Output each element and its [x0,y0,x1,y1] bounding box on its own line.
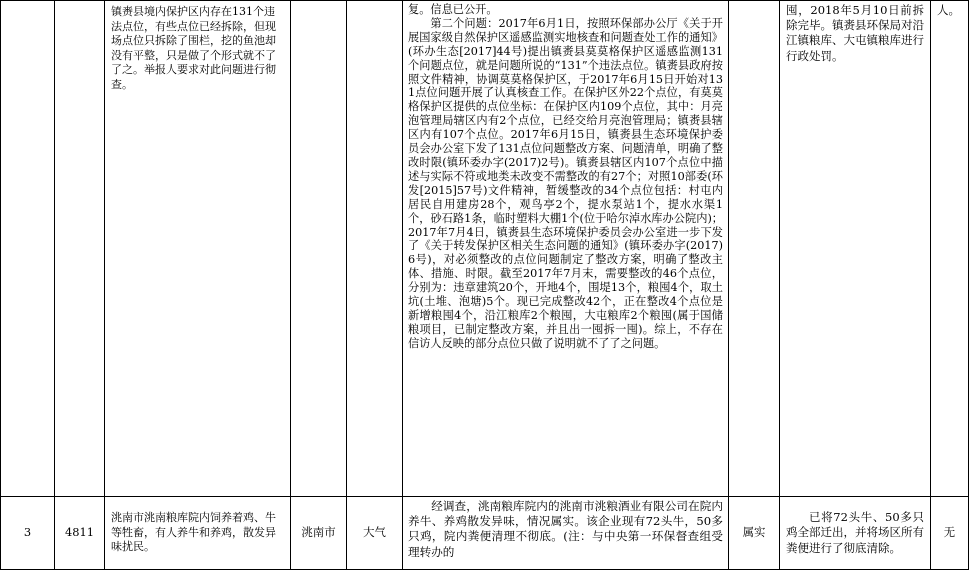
findings-text: 经调查，洮南粮库院内的洮南市洮粮酒业有限公司在院内养牛、养鸡散发异味，情况属实。该企业现有72头牛，50多只鸡，院内粪便清理不彻底。(注：与中央第一环保督查组受理转办的 [408,499,723,559]
no-cell [1,1,55,497]
verdict-cell: 属实 [729,497,780,570]
result-text: 已将72头牛、50多只鸡全部迁出，并将场区所有粪便进行了彻底清除。 [786,510,924,555]
complaint-text: 镇赉县境内保护区内存在131个违法点位，有些点位已经拆除，但现场点位只拆除了围栏，挖的鱼池却没有平整，只是做了个形式就不了了之。举报人要求对此问题进行彻查。 [111,5,276,91]
table-row [1,497,969,570]
verdict-cell [729,1,780,497]
complaint-cell [105,497,291,570]
pollution-type-cell [347,1,403,497]
findings-cell [403,1,729,497]
location-cell [291,1,347,497]
pollution-type-cell: 大气 [347,497,403,570]
accountability-cell [931,1,969,497]
accountability-text: 人。 [937,3,960,17]
result-cell [780,1,931,497]
findings-paragraph: 第二个问题：2017年6月1日，按照环保部办公厅《关于开展国家级自然保护区遥感监测实地核查和问题查处工作的通知》(环办生态[2017]44号)提出镇赉县莫莫格保护区遥感监测131个问题点位，就是问题所说的“131”个违法点位。镇赉县政府按照文件精神，协调莫莫格保护区，于2017年6月15日开始对131点位问题开展了认真核查工作。在保护区外22个点位，有莫莫格保护区提供的点位坐标：在保护区内109个点位，其中：月亮泡管理局辖区内有2个点位，已经交给月亮泡管理局；镇赉县辖区内有107个点位。2017年6月15日，镇赉县生态环境保护委员会办公室下发了131点位问题整改方案、问题清单，明确了整改时限(镇环委办字(2017)2号)。镇赉县辖区内107个点位中描述与实际不符或地类未改变不需整改的有27个；对照10部委(环发[2015]57号)文件精神，暂缓整改的34个点位包括：村屯内居民自用建房28个，观鸟亭2个，提水泵站1个，提水水渠1个，砂石路1条，临时塑料大棚1个(位于哈尔淖水库办公院内)；2017年7月4日，镇赉县生态环境保护委员会办公室进一步下发了《关于转发保护区相关生态问题的通知》(镇环委办字(2017)6号)，对必须整改的点位问题制定了整改方案，明确了整改主体、措施、时限。截至2017年7月末，需要整改的46个点位，分别为：违章建筑20个，开地4个，围堤13个，粮囤4个，取土坑(土堆、泡塘)5个。现已完成整改42个，正在整改4个点位是新增粮囤4个，沿江粮库2个粮囤，大屯粮库2个粮囤(属于国储粮项目，已制定整改方案，并且出一囤拆一囤)。综上，不存在信访人反映的部分点位只做了说明就不了了之问题。 [408,16,723,350]
no-cell: 3 [1,497,55,570]
findings-paragraph: 复。信息已公开。 [408,3,498,16]
complaint-text: 洮南市洮南粮库院内饲养着鸡、牛等牲畜，有人养牛和养鸡，散发异味扰民。 [111,511,276,554]
location-cell: 洮南市 [291,497,347,570]
table-row [1,1,969,497]
result-cell [780,497,931,570]
result-text: 囤，2018年5月10日前拆除完毕。镇赉县环保局对沿江镇粮库、大屯镇粮库进行行政处罚。 [786,3,924,63]
findings-cell [403,497,729,570]
case-id-cell: 4811 [55,497,105,570]
accountability-cell: 无 [931,497,969,570]
complaint-cell [105,1,291,497]
case-id-cell [55,1,105,497]
